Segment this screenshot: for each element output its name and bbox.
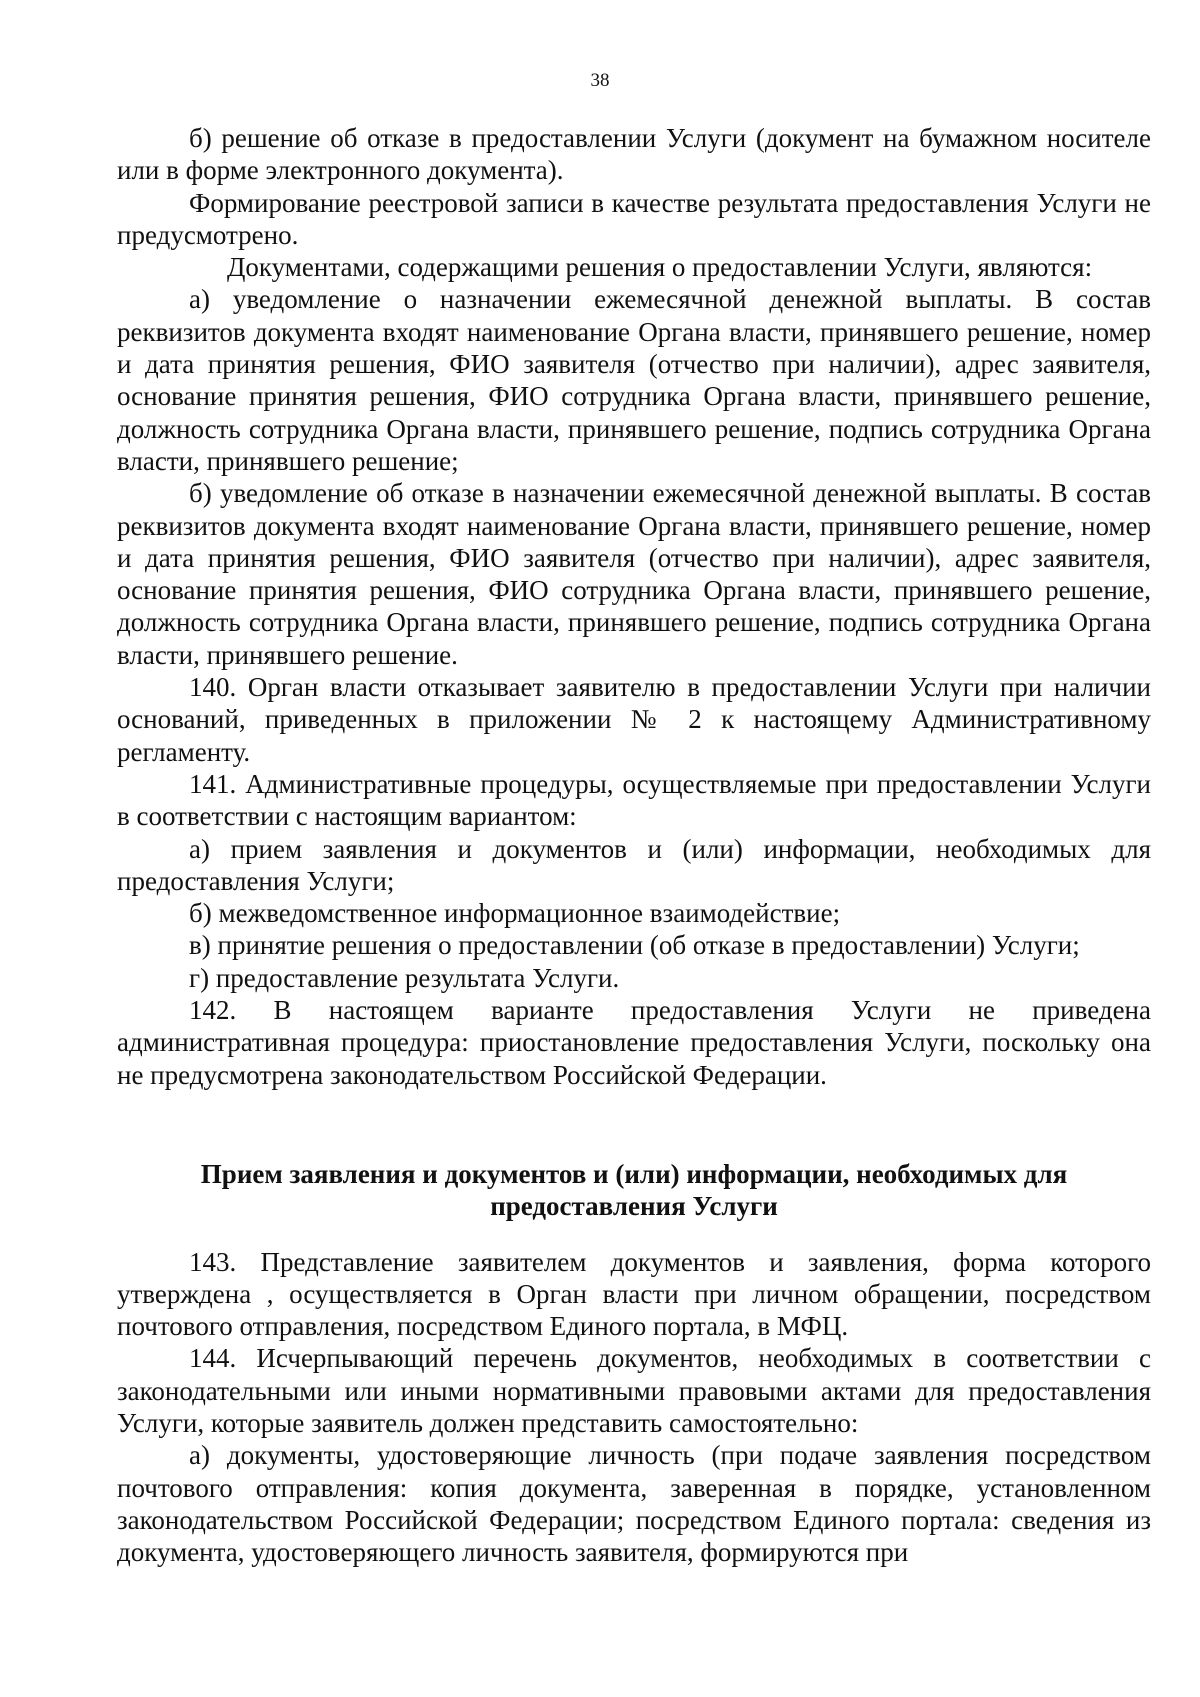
paragraph-144: 144. Исчерпывающий перечень документов, необходимых в соответствии с законодательными или иными нормативными правовыми актами для предоставления Услуги, которые заявитель должен представить самостоятельно:: [117, 1343, 1151, 1438]
paragraph-140: 140. Орган власти отказывает заявителю в предоставлении Услуги при наличии оснований, приведенных в приложении № 2 к настоящему Административному регламенту.: [117, 672, 1151, 767]
paragraph-registry-record: Формирование реестровой записи в качестве результата предоставления Услуги не предусмотрено.: [117, 187, 1151, 250]
paragraph-142: 142. В настоящем варианте предоставления Услуги не приведена административная процедура: приостановление предоставления Услуги, поскольку она не предусмотрена законодательством Российской Федерации.: [117, 995, 1151, 1090]
paragraph-result-refusal: б) решение об отказе в предоставлении Услуги (документ на бумажном носителе или в форме электронного документа).: [117, 123, 1151, 186]
section-heading-line-1: Прием заявления и документов и (или) информации, необходимых для: [200, 1158, 1068, 1189]
document-body: [117, 122, 1151, 1568]
paragraph-notice-refusal: б) уведомление об отказе в назначении ежемесячной денежной выплаты. В состав реквизитов документа входят наименование Органа власти, принявшего решение, номер и дата принятия решения, ФИО заявителя (отчество при наличии), адрес заявителя, основание принятия решения, ФИО сотрудника Органа власти, принявшего решение, должность сотрудника Органа власти, принявшего решение, подпись сотрудника Органа власти, принявшего решение.: [117, 478, 1151, 670]
list-item-a: а) прием заявления и документов и (или) информации, необходимых для предоставления Услуги;: [117, 833, 1151, 896]
paragraph-141: 141. Административные процедуры, осуществляемые при предоставлении Услуги в соответствии с настоящим вариантом:: [117, 768, 1151, 832]
list-item-v: в) принятие решения о предоставлении (об отказе в предоставлении) Услуги;: [189, 930, 1080, 961]
section-heading-line-2: предоставления Услуги: [490, 1191, 778, 1222]
list-item-b: б) межведомственное информационное взаимодействие;: [189, 898, 841, 929]
paragraph-decision-documents: Документами, содержащими решения о предоставлении Услуги, являются:: [227, 252, 1093, 283]
paragraph-notice-assignment: а) уведомление о назначении ежемесячной денежной выплаты. В состав реквизитов документа входят наименование Органа власти, принявшего решение, номер и дата принятия решения, ФИО заявителя (отчество при наличии), адрес заявителя, основание принятия решения, ФИО сотрудника Органа власти, принявшего решение, должность сотрудника Органа власти, принявшего решение, подпись сотрудника Органа власти, принявшего решение;: [117, 284, 1151, 476]
list-item-g: г) предоставление результата Услуги.: [189, 962, 620, 993]
paragraph-143: 143. Представление заявителем документов и заявления, форма которого утверждена , осуществляется в Орган власти при личном обращении, посредством почтового отправления, посредством Единого портала, в МФЦ.: [117, 1246, 1151, 1342]
list-item-identity-documents: а) документы, удостоверяющие личность (при подаче заявления посредством почтового отправления: копия документа, заверенная в порядке, установленном законодательством Российской Федерации; посредством Единого портала: сведения из документа, удостоверяющего личность заявителя, формируются при: [117, 1440, 1151, 1568]
page-number: 38: [590, 70, 610, 91]
section-heading: [117, 1158, 1151, 1223]
